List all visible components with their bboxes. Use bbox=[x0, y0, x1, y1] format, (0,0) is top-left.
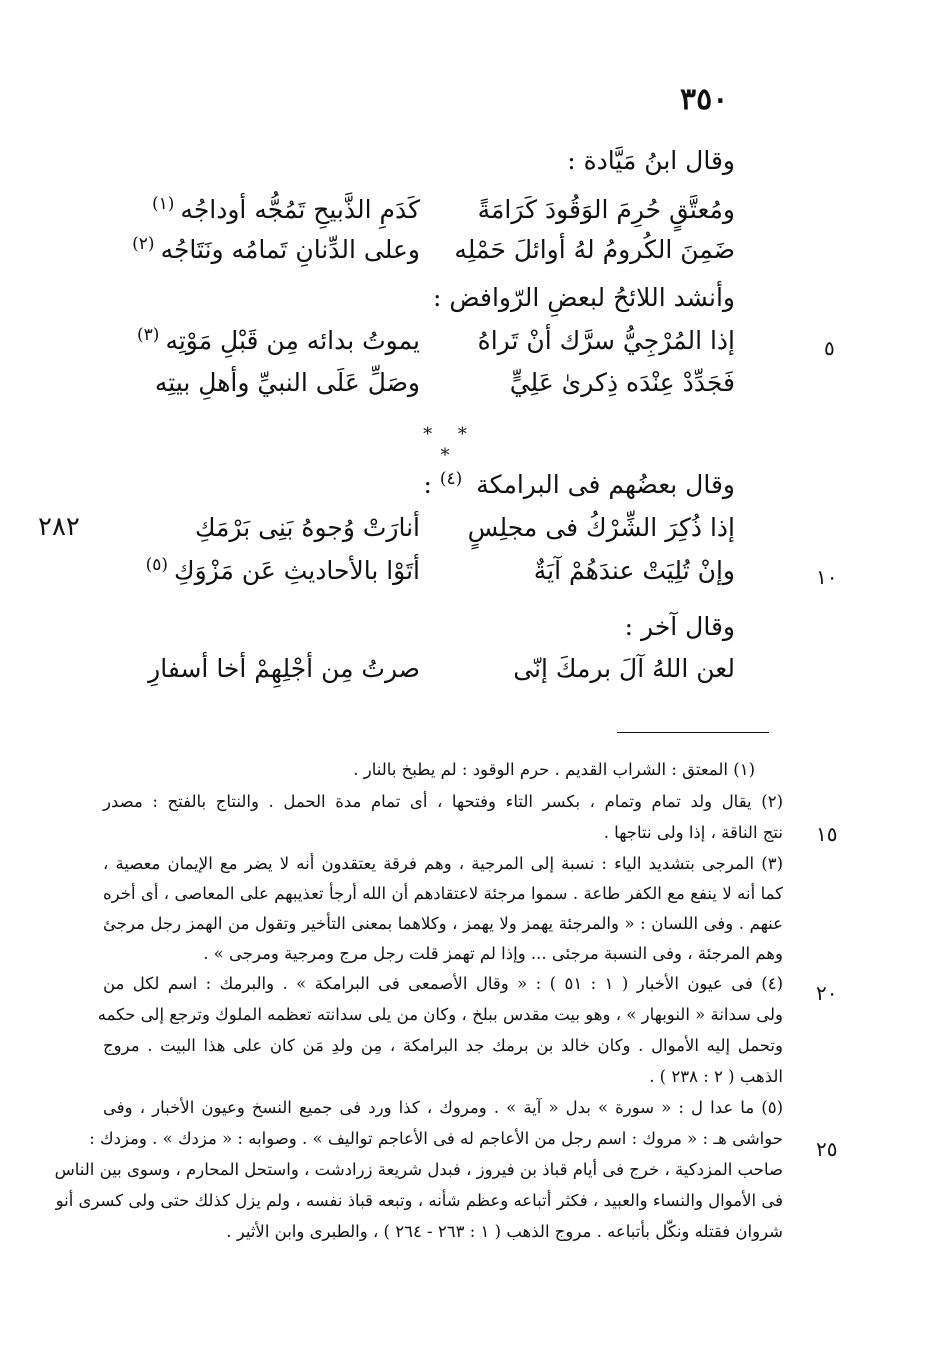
footnote-marker-5: (٥) bbox=[145, 555, 169, 575]
footnote-5-line-3: صاحب المزدكية ، خرج فى أيام قباذ بن فيروز ، فبدل شريعة زرادشت ، واستحل المحارم ، وسوى بين الناس bbox=[54, 1160, 783, 1179]
footnote-4-line-3: وتحمل إليه الأموال . وكان خالد بن برمك جد البرامكة ، مِن ولدِ مَن كان على هذا البيت . مروج bbox=[103, 1036, 783, 1055]
verse-5-second-hemistich: أنارَتْ وُجوهُ بَنِى بَرْمَكِ bbox=[194, 513, 420, 542]
verse-7-second-hemistich: صرتُ مِن أجْلِهِمْ أخا أسفارِ bbox=[148, 654, 420, 683]
verse-text: كَدَمِ الذَّبيحِ تَمُجُّه أوداجُه bbox=[180, 195, 420, 224]
verse-6-first-hemistich: وإنْ تُلِيَتْ عندَهُمْ آيَةٌ bbox=[533, 556, 735, 585]
footnote-marker-3: (٣) bbox=[137, 325, 160, 345]
footnote-marker-2: (٢) bbox=[132, 234, 155, 254]
footnote-4-line-2: ولى سدانة « النوبهار » ، وهو بيت مقدس ببلخ ، وكان من يلى سدانته تعظمه الملوك وترجع إلى حكمه bbox=[97, 1005, 783, 1024]
verse-1-second-hemistich bbox=[50, 195, 420, 224]
footnote-1: (١) المعتق : الشراب القديم . حرم الوقود : لم يطبخ بالنار . bbox=[353, 760, 755, 779]
line-number-20: ٢٠ bbox=[816, 981, 838, 1005]
verse-2-second-hemistich bbox=[50, 235, 420, 264]
intro-ibn-mayyada: وقال ابنُ مَيَّادة : bbox=[567, 146, 735, 175]
footnote-marker-4: (٤) bbox=[439, 469, 463, 489]
footnote-3-line-3: عنهم . وفى اللسان : « والمرجئة يهمز ولا يهمز ، وكلاهما بمعنى التأخير وتقول من الهمز رجل مرجئ bbox=[103, 914, 783, 933]
intro-al-laih: وأنشد اللائحُ لبعضِ الرّوافض : bbox=[433, 283, 735, 312]
footnote-separator-rule bbox=[617, 732, 769, 733]
verse-6-second-hemistich bbox=[50, 556, 420, 585]
intro-text: وقال بعضُهم فى البرامكة bbox=[476, 470, 735, 499]
verse-3-second-hemistich bbox=[50, 326, 420, 355]
margin-reference: ٢٨٢ bbox=[38, 512, 80, 542]
footnote-5-line-1: (٥) ما عدا ل : « سورة » بدل « آية » . ومروك ، كذا ورد فى جميع النسخ وعيون الأخبار ، وفى bbox=[103, 1098, 783, 1117]
section-separator: * * * bbox=[423, 424, 477, 466]
footnote-3-line-1: (٣) المرجى بتشديد الياء : نسبة إلى المرجية ، وهم فرقة يعتقدون أنه لا يضر مع الإيمان معصية ، bbox=[103, 854, 783, 873]
verse-4-first-hemistich: فَجَدِّدْ عِنْدَه ذِكرىٰ عَلِيٍّ bbox=[509, 368, 735, 397]
verse-2-first-hemistich: ضَمِنَ الكُرومُ لهُ أوائلَ حَمْلِه bbox=[454, 235, 735, 264]
intro-another: وقال آخر : bbox=[624, 612, 735, 641]
verse-1-first-hemistich: ومُعتَّقٍ حُرِمَ الوَقُودَ كَرَامَةً bbox=[477, 195, 735, 224]
line-number-10: ١٠ bbox=[816, 565, 838, 589]
footnote-2-line-1: (٢) يقال ولد تمام وتمام ، بكسر التاء وفتحها ، أى تمام مدة الحمل . والنتاج بالفتح : مصدر bbox=[103, 792, 783, 811]
footnote-4-line-1: (٤) فى عيون الأخبار ( ١ : ٥١ ) : « وقال الأصمعى فى البرامكة » . والبرمك : اسم لكل من bbox=[103, 974, 783, 993]
verse-5-first-hemistich: إذا ذُكِرَ الشِّرْكُ فى مجلِسٍ bbox=[467, 513, 735, 542]
footnote-5-line-5: شروان فقتله ونكّل بأتباعه . مروج الذهب ( ١ : ٢٦٣ - ٢٦٤ ) ، والطبرى وابن الأثير . bbox=[226, 1222, 783, 1241]
line-number-5: ٥ bbox=[824, 336, 835, 360]
footnote-4-line-4: الذهب ( ٢ : ٢٣٨ ) . bbox=[649, 1067, 783, 1086]
verse-text: يموتُ بدائه مِن قَبْلِ مَوْتِه bbox=[165, 326, 420, 355]
verse-7-first-hemistich: لعن اللهُ آلَ برمكَ إنّى bbox=[513, 654, 735, 683]
footnote-3-line-4: وهم المرجئة ، وفى النسبة مرجئى ... وإذا لم تهمز قلت رجل مرج ومرجية ومرجى » . bbox=[203, 944, 783, 963]
verse-text: أتَوْا بالأحاديثِ عَن مَزْوَكِ bbox=[174, 556, 420, 585]
footnote-3-line-2: كما أنه لا ينفع مع الكفر طاعة . سموا مرجئة لاعتقادهم أن الله أرجأ تعذيبهم على المعاصى ، أى أخره bbox=[103, 884, 783, 903]
verse-4-second-hemistich: وصَلِّ عَلَى النبيِّ وأهلِ بيتِه bbox=[154, 368, 420, 397]
page-number: ٣٥٠ bbox=[680, 82, 729, 117]
intro-baramika bbox=[423, 470, 735, 499]
intro-colon: : bbox=[423, 470, 432, 499]
footnote-2-line-2: نتج الناقة ، إذا ولى نتاجها . bbox=[603, 823, 783, 842]
line-number-25: ٢٥ bbox=[816, 1137, 838, 1161]
verse-text: وعلى الدِّنانِ تَمامُه ونَتَاجُه bbox=[160, 235, 420, 264]
footnote-5-line-4: فى الأموال والنساء والعبيد ، فكثر أتباعه وعظم شأنه ، وتبعه قباذ نفسه ، ولم يزل كذلك حتى ولى كسرى أنو bbox=[55, 1191, 783, 1210]
footnote-marker-1: (١) bbox=[152, 194, 175, 214]
line-number-15: ١٥ bbox=[816, 822, 838, 846]
footnote-5-line-2: حواشى هـ : « مروك : اسم رجل من الأعاجم له فى الأعاجم تواليف » . وصوابه : « مزدك » . ومزدك : bbox=[89, 1129, 783, 1148]
verse-3-first-hemistich: إذا المُرْجِيُّ سرَّك أنْ تَراهُ bbox=[477, 326, 735, 355]
